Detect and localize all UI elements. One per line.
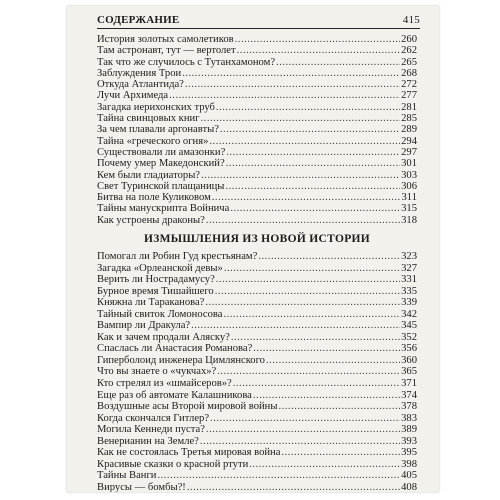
entry-page-number: 327 bbox=[401, 262, 417, 274]
contents-entry bbox=[97, 413, 417, 425]
entry-page-number: 311 bbox=[401, 192, 417, 204]
dot-leader bbox=[276, 57, 400, 68]
contents-entry bbox=[97, 90, 417, 101]
entry-title: Существовали ли амазонки? bbox=[97, 146, 226, 158]
contents-entry bbox=[97, 286, 417, 298]
entry-title: Тайны Ванги bbox=[97, 470, 157, 482]
entry-page-number: 398 bbox=[401, 458, 417, 470]
dot-leader bbox=[201, 113, 401, 124]
dot-leader bbox=[278, 401, 400, 413]
contents-entry bbox=[97, 355, 417, 367]
contents-list-section-one bbox=[97, 34, 417, 226]
dot-leader bbox=[226, 158, 400, 169]
dot-leader bbox=[266, 355, 400, 367]
contents-entry bbox=[97, 113, 417, 124]
entry-title: Воздушные асы Второй мировой войны bbox=[97, 401, 278, 413]
dot-leader bbox=[215, 286, 400, 298]
entry-page-number: 268 bbox=[401, 67, 417, 79]
entry-page-number: 260 bbox=[401, 34, 417, 45]
entry-page-number: 360 bbox=[401, 354, 417, 366]
entry-title: Когда скончался Гитлер? bbox=[97, 412, 210, 424]
contents-entry bbox=[97, 459, 417, 471]
contents-entry bbox=[97, 274, 417, 286]
entry-title: Тайны манускрипта Войнича bbox=[97, 203, 230, 215]
entry-title: Откуда Атлантида? bbox=[97, 79, 184, 91]
dot-leader bbox=[223, 309, 400, 321]
contents-entry bbox=[97, 68, 417, 79]
dot-leader bbox=[237, 45, 400, 56]
contents-entry bbox=[97, 34, 417, 45]
entry-title: Помогал ли Робин Гуд крестьянам? bbox=[97, 251, 258, 262]
entry-page-number: 285 bbox=[401, 113, 417, 125]
entry-title: За чем плавали аргонавты? bbox=[97, 124, 219, 136]
dot-leader bbox=[253, 343, 400, 355]
contents-entry bbox=[97, 124, 417, 135]
contents-entry bbox=[97, 424, 417, 436]
dot-leader bbox=[231, 332, 400, 344]
entry-title: Красивые сказки о красной ртути bbox=[97, 458, 249, 470]
contents-entry bbox=[97, 136, 417, 147]
dot-leader bbox=[169, 90, 400, 101]
entry-page-number: 374 bbox=[401, 389, 417, 401]
dot-leader bbox=[200, 436, 400, 448]
contents-entry bbox=[97, 470, 417, 482]
dot-leader bbox=[185, 79, 400, 90]
entry-title: Тайна свинцовых книг bbox=[97, 113, 200, 125]
header-rule bbox=[97, 28, 420, 29]
entry-title: Как не состоялась Третья мировая война bbox=[97, 447, 281, 459]
contents-entry bbox=[97, 192, 417, 203]
entry-title: Тайна «греческого огня» bbox=[97, 135, 209, 147]
contents-entry bbox=[97, 102, 417, 113]
dot-leader bbox=[157, 470, 400, 482]
entry-title: Кто стрелял из «шмайсеров»? bbox=[97, 378, 232, 390]
dot-leader bbox=[216, 102, 400, 113]
entry-title: Как устроены драконы? bbox=[97, 214, 205, 226]
entry-page-number: 289 bbox=[401, 124, 417, 136]
entry-title: Там астронавт, тут — вертолет bbox=[97, 45, 236, 57]
contents-list-section-two bbox=[97, 251, 417, 492]
dot-leader bbox=[249, 459, 400, 471]
contents-entry bbox=[97, 297, 417, 309]
header-title: СОДЕРЖАНИЕ bbox=[97, 14, 180, 26]
entry-title: Гиперболоид инженера Цимлянского bbox=[97, 354, 265, 366]
entry-page-number: 331 bbox=[401, 274, 417, 286]
contents-entry bbox=[97, 79, 417, 90]
entry-title: Загадка «Орлеанской девы» bbox=[97, 262, 223, 274]
entry-page-number: 277 bbox=[401, 90, 417, 102]
entry-title: Еще раз об автомате Калашникова bbox=[97, 389, 252, 401]
contents-entry bbox=[97, 436, 417, 448]
contents-entry bbox=[97, 158, 417, 169]
entry-title: Вампир ли Дракула? bbox=[97, 320, 191, 332]
contents-entry bbox=[97, 203, 417, 214]
contents-entry bbox=[97, 170, 417, 181]
entry-title: Вирусы — бомбы?! bbox=[97, 481, 186, 492]
page-header bbox=[97, 14, 420, 28]
entry-page-number: 306 bbox=[401, 180, 417, 192]
entry-page-number: 323 bbox=[401, 251, 417, 262]
entry-page-number: 378 bbox=[401, 401, 417, 413]
dot-leader bbox=[206, 424, 400, 436]
dot-leader bbox=[253, 390, 400, 402]
entry-page-number: 318 bbox=[401, 214, 417, 226]
contents-entry bbox=[97, 320, 417, 332]
section-heading: ИЗМЫШЛЕНИЯ ИЗ НОВОЙ ИСТОРИИ bbox=[143, 233, 371, 245]
entry-page-number: 356 bbox=[401, 343, 417, 355]
contents-entry bbox=[97, 378, 417, 390]
entry-title: История золотых самолетиков bbox=[97, 34, 234, 45]
contents-entry bbox=[97, 332, 417, 344]
dot-leader bbox=[212, 192, 401, 203]
contents-entry bbox=[97, 366, 417, 378]
contents-entry bbox=[97, 390, 417, 402]
dot-leader bbox=[233, 378, 400, 390]
entry-page-number: 294 bbox=[401, 135, 417, 147]
dot-leader bbox=[206, 215, 400, 226]
entry-page-number: 281 bbox=[401, 101, 417, 113]
entry-title: Тайный свиток Ломоносова bbox=[97, 308, 223, 320]
dot-leader bbox=[224, 263, 400, 275]
entry-page-number: 395 bbox=[401, 447, 417, 459]
entry-title: Битва на поле Куликовом bbox=[97, 192, 211, 204]
entry-page-number: 393 bbox=[401, 435, 417, 447]
entry-page-number: 315 bbox=[401, 203, 417, 215]
dot-leader bbox=[230, 203, 400, 214]
entry-title: Могила Кеннеди пуста? bbox=[97, 424, 205, 436]
entry-page-number: 339 bbox=[401, 297, 417, 309]
dot-leader bbox=[235, 34, 400, 45]
entry-title: Княжна ли Тараканова? bbox=[97, 297, 205, 309]
entry-title: Как и зачем продали Аляску? bbox=[97, 331, 230, 343]
entry-page-number: 389 bbox=[401, 424, 417, 436]
entry-page-number: 262 bbox=[401, 45, 417, 57]
entry-page-number: 303 bbox=[401, 169, 417, 181]
entry-page-number: 297 bbox=[401, 146, 417, 158]
dot-leader bbox=[209, 136, 400, 147]
contents-entry bbox=[97, 215, 417, 226]
entry-page-number: 342 bbox=[401, 308, 417, 320]
entry-title: Почему умер Македонский? bbox=[97, 158, 225, 170]
contents-entry bbox=[97, 251, 417, 263]
entry-title: Венерианин на Земле? bbox=[97, 435, 199, 447]
entry-title: Кем были гладиаторы? bbox=[97, 169, 201, 181]
entry-page-number: 371 bbox=[401, 378, 417, 390]
entry-page-number: 265 bbox=[401, 56, 417, 68]
entry-page-number: 335 bbox=[401, 285, 417, 297]
contents-entry bbox=[97, 482, 417, 492]
entry-page-number: 365 bbox=[401, 366, 417, 378]
book-page bbox=[67, 6, 439, 492]
entry-page-number: 345 bbox=[401, 320, 417, 332]
dot-leader bbox=[182, 68, 400, 79]
dot-leader bbox=[187, 482, 400, 492]
entry-title: Бурное время Тишайшего bbox=[97, 285, 214, 297]
entry-title: Так что же случилось с Тутанхамоном? bbox=[97, 56, 276, 68]
dot-leader bbox=[226, 147, 400, 158]
entry-title: Лучи Архимеда bbox=[97, 90, 169, 102]
dot-leader bbox=[217, 366, 400, 378]
contents-entry bbox=[97, 147, 417, 158]
entry-page-number: 383 bbox=[401, 412, 417, 424]
contents-entry bbox=[97, 181, 417, 192]
entry-title: Верить ли Нострадамусу? bbox=[97, 274, 215, 286]
entry-page-number: 352 bbox=[401, 331, 417, 343]
contents-entry bbox=[97, 263, 417, 275]
header-page-number: 415 bbox=[402, 14, 420, 26]
contents-entry bbox=[97, 309, 417, 321]
dot-leader bbox=[220, 124, 400, 135]
dot-leader bbox=[216, 274, 400, 286]
contents-entry bbox=[97, 45, 417, 56]
contents-entry bbox=[97, 57, 417, 68]
dot-leader bbox=[210, 413, 400, 425]
dot-leader bbox=[258, 251, 400, 263]
contents-entry bbox=[97, 447, 417, 459]
entry-page-number: 405 bbox=[401, 470, 417, 482]
entry-page-number: 301 bbox=[401, 158, 417, 170]
dot-leader bbox=[205, 297, 400, 309]
entry-page-number: 408 bbox=[401, 481, 417, 492]
entry-page-number: 272 bbox=[401, 79, 417, 91]
dot-leader bbox=[225, 181, 400, 192]
dot-leader bbox=[201, 170, 400, 181]
entry-title: Спаслась ли Анастасия Романова? bbox=[97, 343, 253, 355]
contents-entry bbox=[97, 343, 417, 355]
entry-title: Что вы знаете о «чукчах»? bbox=[97, 366, 217, 378]
entry-title: Загадка иерихонских труб bbox=[97, 101, 215, 113]
contents-entry bbox=[97, 401, 417, 413]
entry-title: Свет Туринской плащаницы bbox=[97, 180, 225, 192]
dot-leader bbox=[191, 320, 400, 332]
entry-title: Заблуждения Трои bbox=[97, 67, 182, 79]
dot-leader bbox=[281, 447, 400, 459]
